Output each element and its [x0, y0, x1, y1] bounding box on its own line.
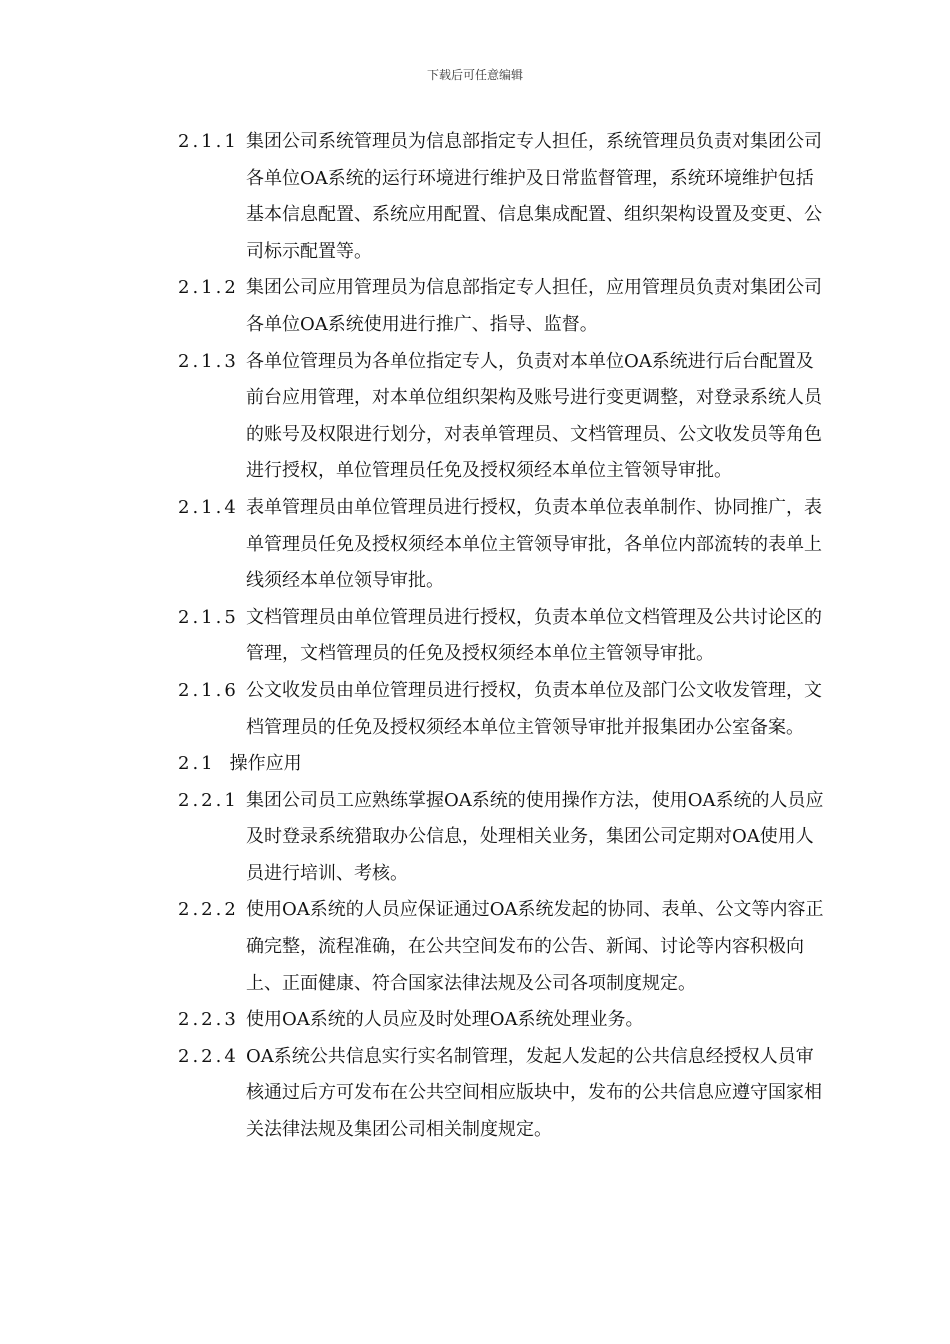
section-title: 操作应用 [229, 753, 302, 775]
clause-text: 文档管理员由单位管理员进行授权，负责本单位文档管理及公共讨论区的管理，文档管理员的任免及授权须经本单位主管领导审批。 [246, 606, 822, 665]
clause-text: 使用OA系统的人员应保证通过OA系统发起的协同、表单、公文等内容正确完整，流程准确，在公共空间发布的公告、新闻、讨论等内容积极向上、正面健康、符合国家法律法规及公司各项制度规定。 [246, 899, 824, 994]
clause-2-2-1 [178, 783, 828, 893]
clause-text: 集团公司系统管理员为信息部指定专人担任，系统管理员负责对集团公司各单位OA系统的运行环境进行维护及日常监督管理，系统环境维护包括基本信息配置、系统应用配置、信息集成配置、组织架构设置及变更、公司标示配置等。 [246, 131, 822, 262]
clause-2-1-5 [178, 600, 828, 673]
clause-2-1-4 [178, 490, 828, 600]
clause-2-2-3 [178, 1002, 828, 1039]
clause-text: 公文收发员由单位管理员进行授权，负责本单位及部门公文收发管理，文档管理员的任免及授权须经本单位主管领导审批并报集团办公室备案。 [246, 679, 822, 738]
clause-text: 各单位管理员为各单位指定专人，负责对本单位OA系统进行后台配置及前台应用管理，对本单位组织架构及账号进行变更调整，对登录系统人员的账号及权限进行划分，对表单管理员、文档管理员、公文收发员等角色进行授权，单位管理员任免及授权须经本单位主管领导审批。 [246, 350, 822, 482]
clause-number: 2.2.2 [178, 899, 239, 921]
document-body [178, 124, 828, 1149]
clause-2-1-1 [178, 124, 828, 270]
clause-number: 2.1.3 [178, 350, 239, 372]
clause-number: 2.1.6 [178, 679, 239, 701]
clause-text: 使用OA系统的人员应及时处理OA系统处理业务。 [246, 1009, 644, 1031]
page-header: 下载后可任意编辑 [426, 68, 523, 82]
section-heading [178, 746, 828, 783]
clause-text: 集团公司员工应熟练掌握OA系统的使用操作方法，使用OA系统的人员应及时登录系统猎取办公信息，处理相关业务，集团公司定期对OA使用人员进行培训、考核。 [246, 789, 824, 884]
clause-2-2-2 [178, 892, 828, 1002]
clause-2-1-3 [178, 344, 828, 490]
clause-number: 2.1.1 [178, 131, 239, 152]
clause-number: 2.1.4 [178, 496, 239, 518]
clause-number: 2.2.3 [178, 1009, 239, 1031]
clause-number: 2.2.1 [178, 789, 239, 811]
clause-number: 2.2.4 [178, 1045, 239, 1067]
clause-number: 2.1.5 [178, 606, 239, 628]
section-number: 2.1 [178, 753, 216, 775]
clause-2-1-6 [178, 673, 828, 746]
clause-2-1-2 [178, 270, 828, 343]
clause-2-2-4 [178, 1039, 828, 1149]
clause-text: 表单管理员由单位管理员进行授权，负责本单位表单制作、协同推广，表单管理员任免及授权须经本单位主管领导审批，各单位内部流转的表单上线须经本单位领导审批。 [246, 496, 822, 592]
clause-number: 2.1.2 [178, 277, 239, 299]
clause-text: OA系统公共信息实行实名制管理，发起人发起的公共信息经授权人员审核通过后方可发布在公共空间相应版块中，发布的公共信息应遵守国家相关法律法规及集团公司相关制度规定。 [246, 1045, 822, 1141]
clause-text: 集团公司应用管理员为信息部指定专人担任，应用管理员负责对集团公司各单位OA系统使用进行推广、指导、监督。 [246, 277, 822, 335]
